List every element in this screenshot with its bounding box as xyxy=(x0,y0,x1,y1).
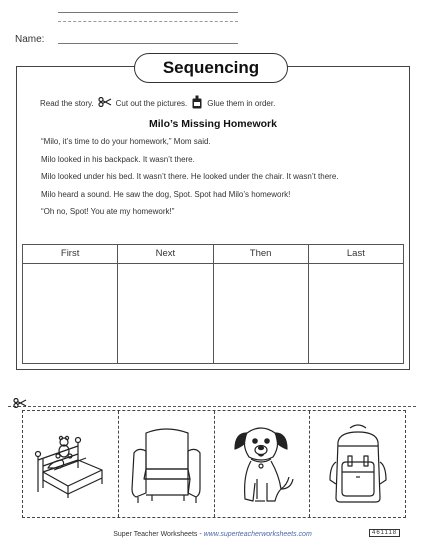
story-paragraph: “Milo, it’s time to do your homework,” Mom said. xyxy=(41,137,211,146)
cut-line xyxy=(8,406,416,407)
name-line-dashed xyxy=(58,21,238,22)
sequence-table xyxy=(22,244,404,364)
worksheet-code: 461118 xyxy=(369,529,400,537)
sequence-slot-next[interactable] xyxy=(118,245,213,363)
instruction-glue: Glue them in order. xyxy=(207,98,276,108)
armchair-icon xyxy=(128,423,204,505)
sequence-slot-last[interactable] xyxy=(309,245,403,363)
story-paragraph: “Oh no, Spot! You ate my homework!” xyxy=(41,207,175,216)
column-header: First xyxy=(23,245,117,264)
column-header: Last xyxy=(309,245,403,264)
footer-brand: Super Teacher Worksheets - xyxy=(113,531,204,538)
column-header: Then xyxy=(214,245,308,264)
name-field[interactable] xyxy=(58,43,238,44)
name-label: Name: xyxy=(15,34,45,45)
picture-card-backpack[interactable] xyxy=(310,411,405,517)
picture-card-dog[interactable] xyxy=(215,411,311,517)
picture-card-bed[interactable] xyxy=(23,411,119,517)
backpack-icon xyxy=(326,422,390,506)
column-header: Next xyxy=(118,245,212,264)
scissors-icon xyxy=(98,97,112,109)
sequence-slot-first[interactable] xyxy=(23,245,118,363)
name-line-top xyxy=(58,12,238,13)
bed-icon xyxy=(30,428,110,500)
page-title: Sequencing xyxy=(134,53,288,83)
footer-url[interactable]: www.superteacherworksheets.com xyxy=(203,531,312,538)
sequence-slot-then[interactable] xyxy=(214,245,309,363)
instruction-read: Read the story. xyxy=(40,98,94,108)
story-paragraph: Milo looked under his bed. It wasn’t there. He looked under the chair. It wasn’t there. xyxy=(41,172,339,181)
dog-icon xyxy=(227,419,297,509)
instructions xyxy=(40,95,275,111)
story-title: Milo’s Missing Homework xyxy=(149,118,277,130)
story-paragraph: Milo looked in his backpack. It wasn’t there. xyxy=(41,154,195,164)
picture-card-chair[interactable] xyxy=(119,411,215,517)
story-paragraph: Milo heard a sound. He saw the dog, Spot. Spot had Milo’s homework! xyxy=(41,189,291,199)
story-text xyxy=(33,136,393,224)
cutout-pictures xyxy=(22,410,406,518)
footer xyxy=(0,531,425,538)
glue-icon xyxy=(191,95,203,111)
instruction-cut: Cut out the pictures. xyxy=(115,98,188,108)
name-decoration-lines xyxy=(58,12,238,30)
